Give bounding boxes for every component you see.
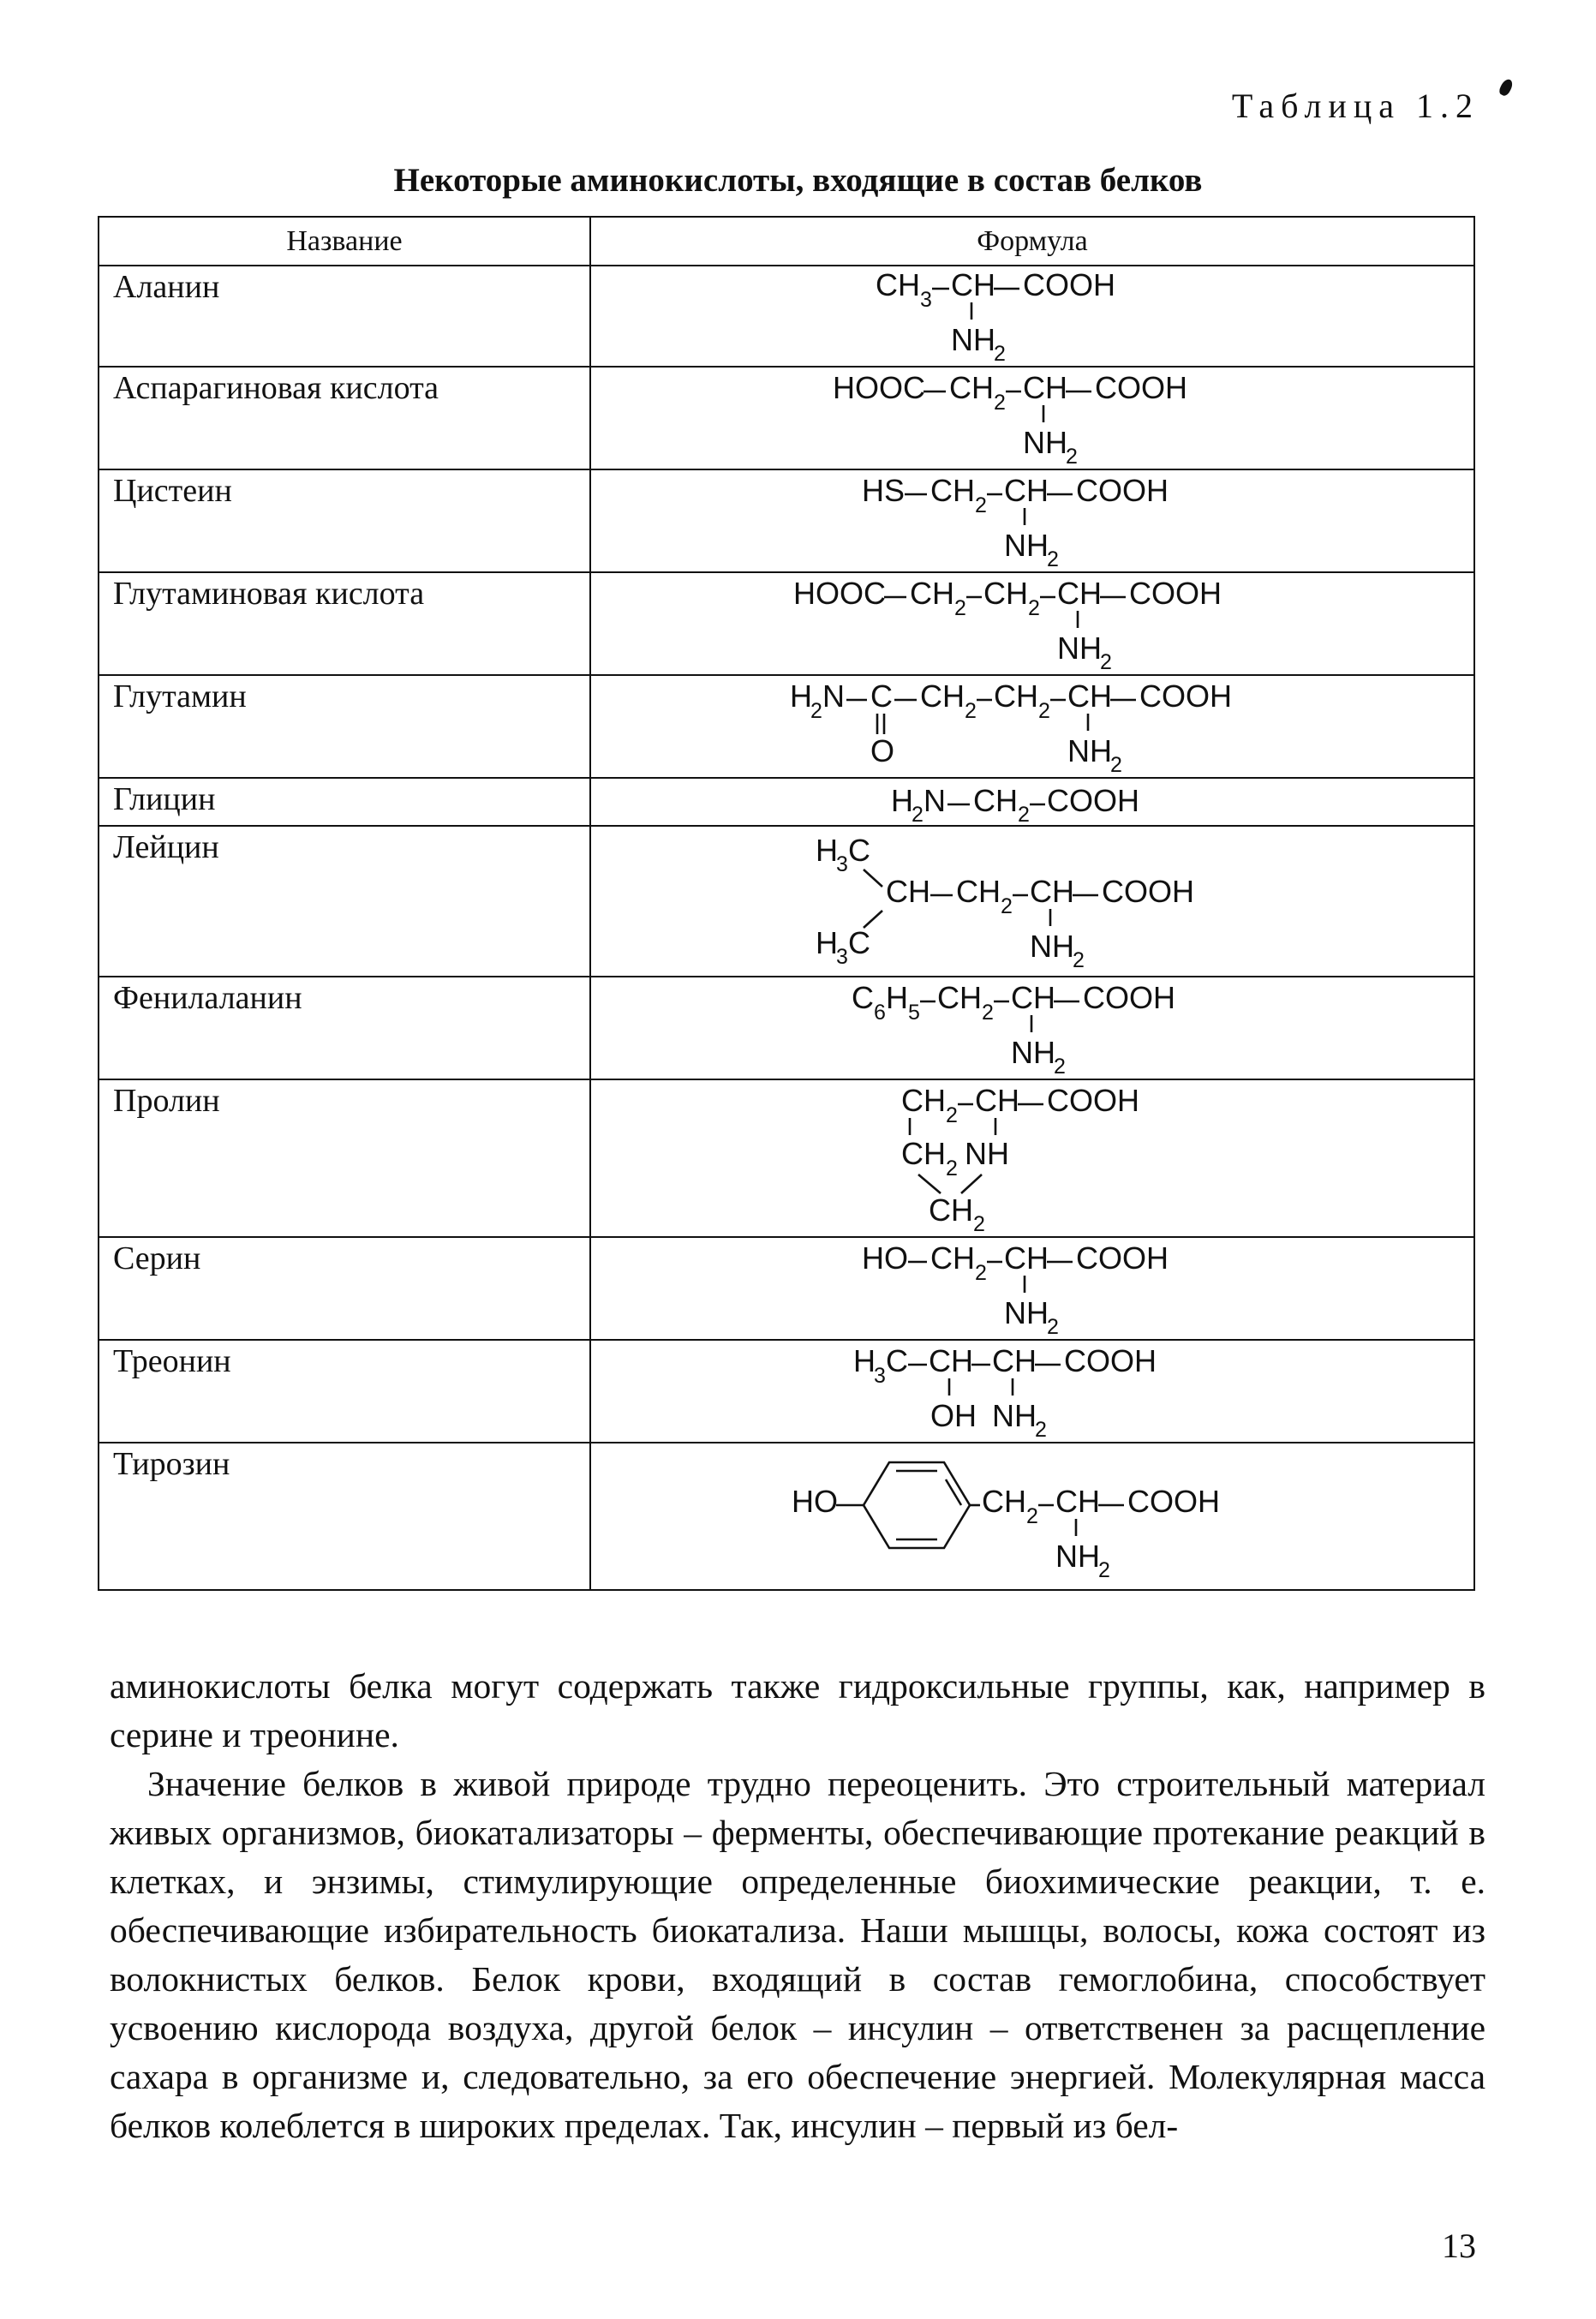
benzene-ring [864,1462,970,1548]
paragraph-1: аминокислоты белка могут содержать также гидроксильные группы, как, например в серине и треонине. [110,1666,1485,1754]
formula-glutamine [591,676,1473,775]
table-label: Таблица 1.2 [1231,87,1479,125]
svg-text:HO: HO [862,1240,908,1276]
svg-text:HOOC: HOOC [833,370,925,405]
amino-name: Тирозин [99,1443,590,1590]
svg-text:C: C [852,980,874,1015]
table-row [99,826,1474,977]
svg-text:NH: NH [1004,528,1049,563]
svg-text:CH: CH [1057,576,1102,611]
svg-text:2: 2 [1098,1558,1110,1582]
table-title: Некоторые аминокислоты, входящие в состав белков [393,162,1203,199]
amino-name: Аспарагиновая кислота [99,367,590,469]
amino-formula [590,675,1474,778]
amino-name: Треонин [99,1340,590,1443]
amino-name: Глицин [99,778,590,826]
svg-text:C: C [870,678,893,714]
svg-text:COOH: COOH [1127,1484,1220,1519]
svg-text:OH: OH [930,1398,977,1433]
table-row [99,778,1474,826]
svg-text:2: 2 [1038,699,1050,723]
svg-text:3: 3 [836,945,848,969]
amino-name: Серин [99,1237,590,1340]
amino-formula [590,266,1474,367]
svg-text:COOH: COOH [1095,370,1187,405]
svg-text:2: 2 [1026,1504,1038,1528]
svg-text:CH: CH [982,1484,1026,1519]
svg-text:N: N [924,783,946,818]
svg-text:6: 6 [874,1001,886,1025]
header-formula: Формула [590,217,1474,266]
svg-text:COOH: COOH [1064,1343,1157,1378]
svg-text:CH: CH [994,678,1038,714]
svg-text:C: C [848,925,870,960]
table-row [99,367,1474,469]
svg-text:CH: CH [930,473,975,508]
svg-text:3: 3 [874,1364,886,1388]
svg-text:2: 2 [946,1103,958,1127]
svg-text:2: 2 [1028,596,1040,620]
svg-text:2: 2 [954,596,966,620]
svg-text:C: C [848,833,870,868]
svg-text:CH: CH [1030,874,1074,909]
svg-text:NH: NH [1067,733,1112,768]
svg-text:2: 2 [1100,650,1112,672]
svg-text:CH: CH [956,874,1001,909]
formula-serine [591,1238,1473,1337]
amino-name: Фенилаланин [99,977,590,1079]
table-row [99,1079,1474,1237]
svg-text:2: 2 [994,342,1006,364]
formula-glutamic [591,573,1473,672]
svg-text:CH: CH [1023,370,1067,405]
svg-text:2: 2 [1035,1418,1047,1440]
page-number: 13 [1442,2226,1476,2265]
svg-text:2: 2 [1110,753,1122,775]
header-name: Название [99,217,590,266]
amino-formula [590,778,1474,826]
svg-text:CH: CH [1055,1484,1100,1519]
table-row [99,1443,1474,1590]
svg-text:NH: NH [1055,1539,1100,1574]
amino-formula [590,1237,1474,1340]
amino-formula [590,469,1474,572]
svg-text:NH: NH [1011,1035,1055,1070]
svg-text:H: H [816,833,838,868]
svg-text:2: 2 [982,1001,994,1025]
svg-text:C: C [886,1343,908,1378]
amino-name: Глутаминовая кислота [99,572,590,675]
svg-text:CH: CH [992,1343,1037,1378]
table-row [99,1237,1474,1340]
table-row [99,572,1474,675]
amino-name: Лейцин [99,826,590,977]
svg-text:2: 2 [912,803,924,823]
svg-text:N: N [822,678,845,714]
svg-text:H: H [853,1343,876,1378]
svg-text:CH: CH [951,267,995,302]
amino-formula [590,1443,1474,1590]
svg-text:2: 2 [1018,803,1030,823]
formula-aspartic [591,368,1473,467]
svg-text:3: 3 [920,288,932,312]
svg-text:O: O [870,733,895,768]
svg-text:CH: CH [920,678,965,714]
amino-formula [590,367,1474,469]
svg-text:NH: NH [1057,631,1102,666]
amino-acid-table [98,216,1475,1591]
svg-text:2: 2 [994,391,1006,415]
svg-text:HS: HS [862,473,906,508]
formula-alanine [591,266,1473,364]
svg-text:CH: CH [949,370,994,405]
paragraph-2: Значение белков в живой природе трудно переоценить. Это строительный материал живых организмов, биокатализаторы – ферменты, обеспечивающие протекание реакций в клетках, и энзимы, стимулирующие определенные биохимические реакции, т. е. обеспечивающие избирательность биокатализа. Наши мышцы, волосы, кожа состоят из волокнистых белков. Белок крови, входящий в состав гемоглобина, способствует усвоению кислорода воздуха, другой белок – инсулин – ответственен за расщепление сахара в организме и, следовательно, за его обеспечение энергией. Молекулярная масса белков колеблется в широких пределах. Так, инсулин – первый из бел- [110,1764,1485,2145]
svg-text:2: 2 [1054,1055,1066,1077]
svg-text:2: 2 [975,493,987,517]
svg-text:5: 5 [908,1001,920,1025]
svg-text:HOOC: HOOC [793,576,886,611]
svg-text:COOH: COOH [1076,473,1169,508]
amino-name: Цистеин [99,469,590,572]
svg-text:CH: CH [973,783,1018,818]
formula-tyrosine [591,1443,1473,1587]
svg-text:CH: CH [983,576,1028,611]
svg-text:CH: CH [886,874,930,909]
svg-text:CH: CH [910,576,954,611]
amino-name: Глутамин [99,675,590,778]
svg-text:CH: CH [929,1343,973,1378]
svg-text:NH: NH [1023,425,1067,460]
table-row [99,469,1474,572]
amino-name: Пролин [99,1079,590,1237]
formula-glycine [591,779,1473,823]
svg-text:2: 2 [1047,1315,1059,1337]
svg-text:2: 2 [946,1157,958,1180]
table-row [99,1340,1474,1443]
amino-formula [590,572,1474,675]
amino-formula [590,977,1474,1079]
table-row [99,266,1474,367]
formula-phenylalanine [591,977,1473,1077]
formula-threonine [591,1341,1473,1440]
svg-text:CH: CH [937,980,982,1015]
svg-text:CH: CH [901,1083,946,1118]
svg-text:2: 2 [965,699,977,723]
svg-text:2: 2 [973,1212,985,1234]
svg-text:COOH: COOH [1139,678,1232,714]
svg-text:COOH: COOH [1129,576,1222,611]
amino-formula [590,1340,1474,1443]
svg-text:NH: NH [1004,1295,1049,1330]
svg-text:H: H [790,678,812,714]
amino-name: Аланин [99,266,590,367]
amino-formula [590,826,1474,977]
svg-text:CH: CH [876,267,920,302]
svg-text:2: 2 [1073,948,1085,972]
table-header-row [99,217,1474,266]
svg-text:2: 2 [810,699,822,723]
svg-text:H: H [816,925,838,960]
svg-text:COOH: COOH [1047,783,1139,818]
svg-text:COOH: COOH [1047,1083,1139,1118]
svg-text:H: H [891,783,913,818]
svg-text:COOH: COOH [1023,267,1115,302]
table-row [99,675,1474,778]
formula-leucine [591,827,1473,974]
svg-text:CH: CH [901,1136,946,1171]
amino-formula [590,1079,1474,1237]
svg-text:H: H [886,980,908,1015]
svg-text:COOH: COOH [1083,980,1175,1015]
svg-text:NH: NH [951,322,995,357]
svg-text:HO: HO [792,1484,838,1519]
svg-text:NH: NH [992,1398,1037,1433]
svg-text:CH: CH [1004,1240,1049,1276]
svg-text:2: 2 [1066,445,1078,467]
svg-text:3: 3 [836,852,848,876]
svg-text:2: 2 [1047,547,1059,570]
svg-text:CH: CH [1011,980,1055,1015]
table-row [99,977,1474,1079]
svg-text:2: 2 [1001,894,1013,918]
svg-text:CH: CH [1004,473,1049,508]
svg-text:CH: CH [975,1083,1019,1118]
svg-text:COOH: COOH [1076,1240,1169,1276]
formula-cysteine [591,470,1473,570]
formula-proline [591,1080,1473,1234]
svg-text:CH: CH [1067,678,1112,714]
svg-text:CH: CH [930,1240,975,1276]
svg-text:2: 2 [975,1261,987,1285]
svg-text:COOH: COOH [1102,874,1194,909]
svg-text:CH: CH [929,1192,973,1228]
svg-text:NH: NH [1030,929,1074,964]
svg-text:NH: NH [965,1136,1009,1171]
ink-mark [1497,77,1515,97]
